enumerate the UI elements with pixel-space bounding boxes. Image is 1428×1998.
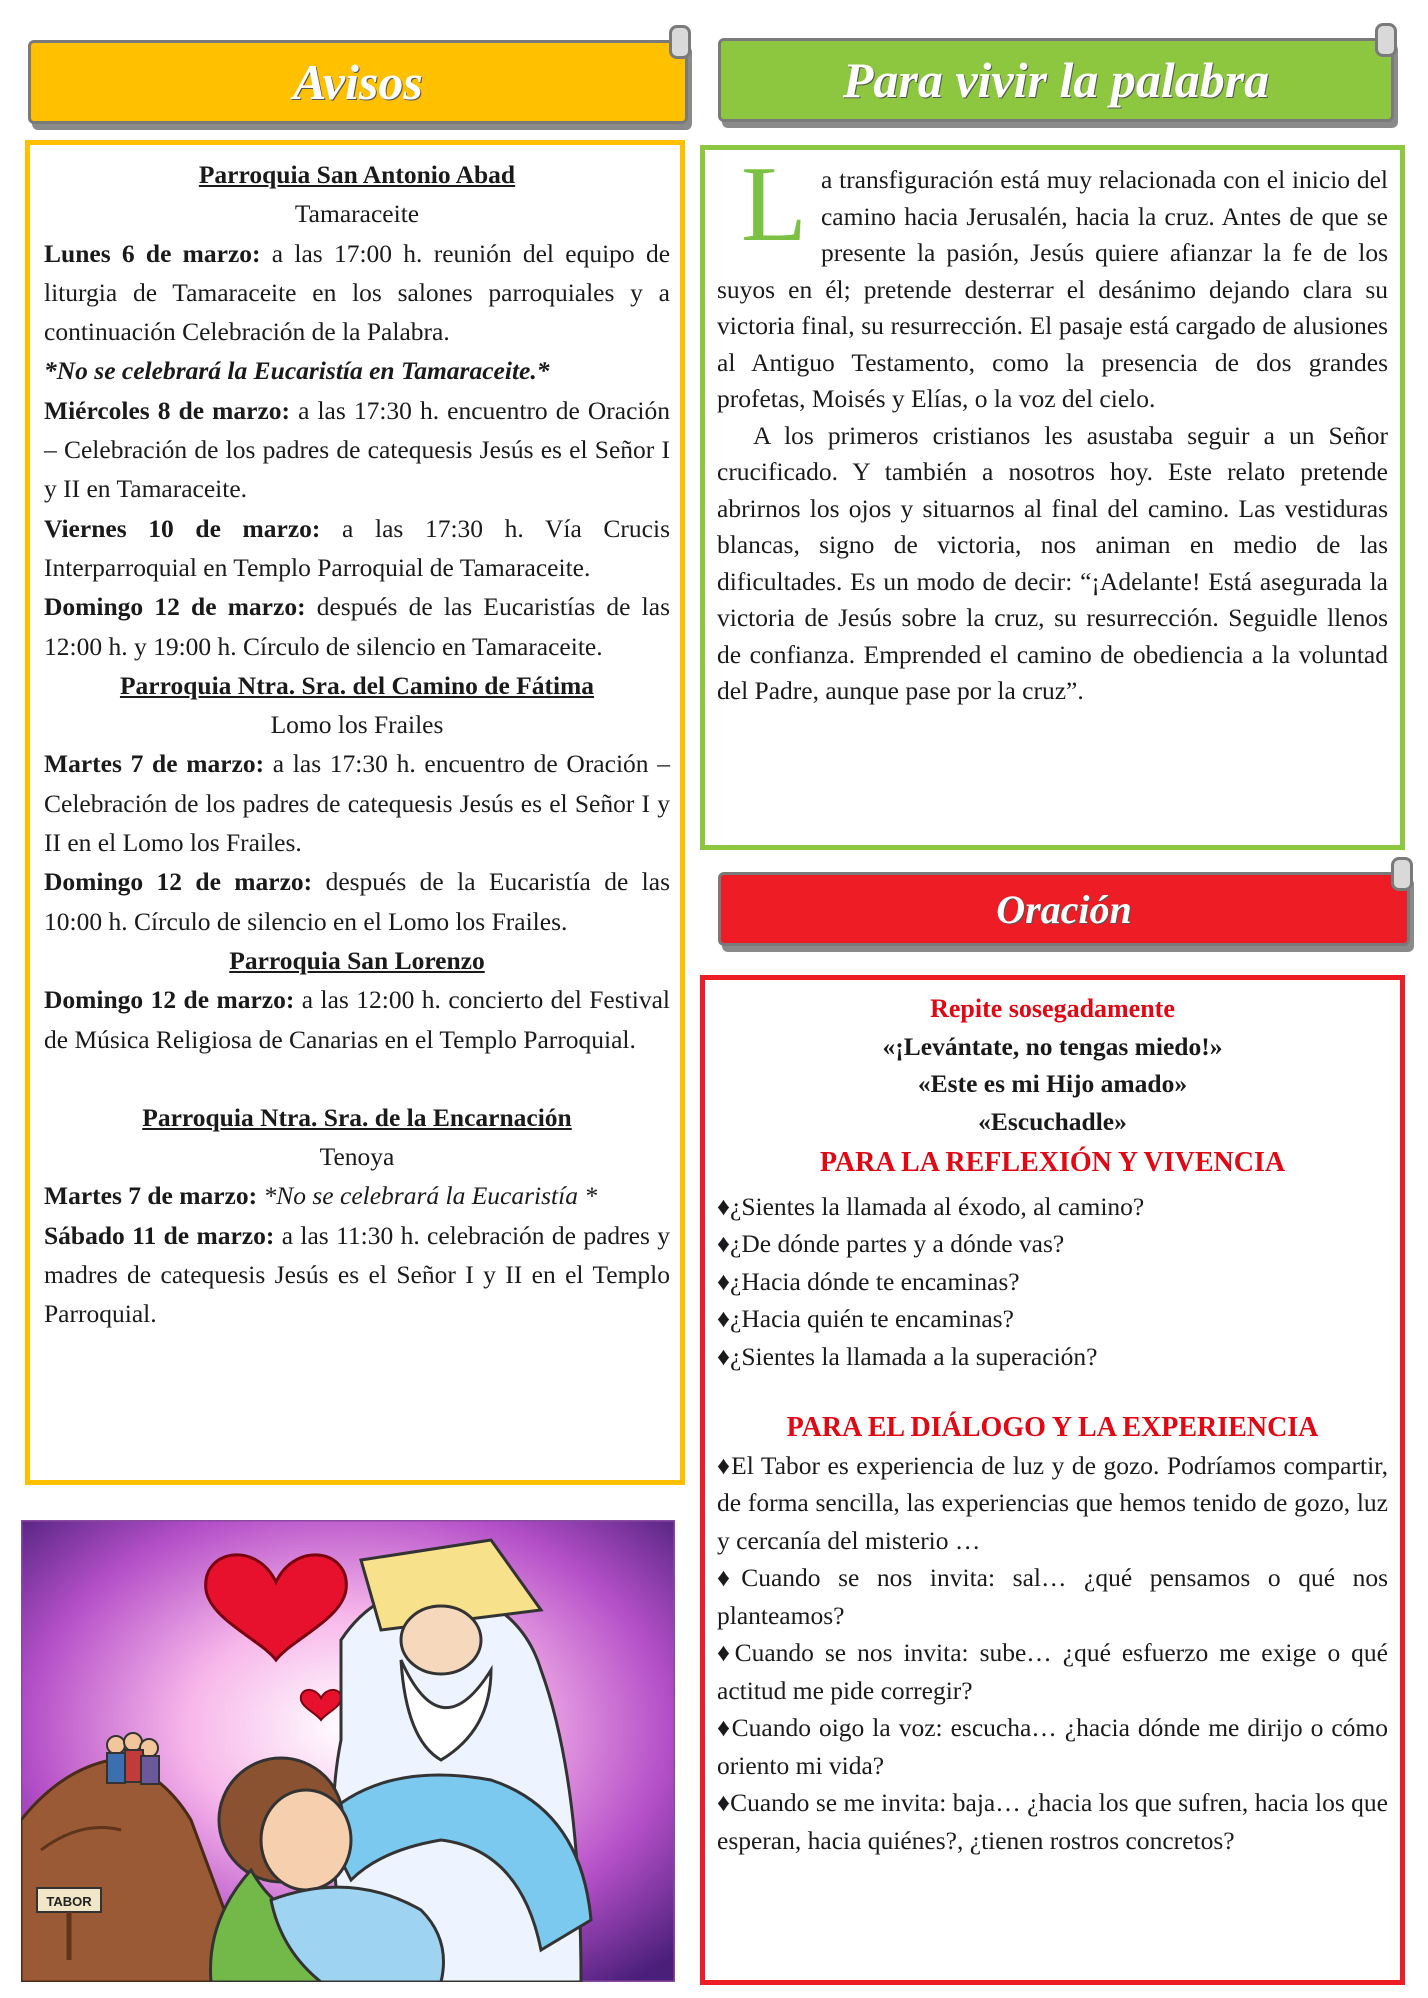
reflexion-item: ♦¿Sientes la llamada al éxodo, al camino?: [717, 1191, 1145, 1221]
parish-name: Parroquia Ntra. Sra. de la Encarnación: [142, 1102, 572, 1132]
prayer-phrase: «Escuchadle»: [978, 1106, 1127, 1136]
figure-face: [401, 1606, 481, 1674]
notice-note: *No se celebrará la Eucaristía en Tamaraceite.*: [44, 356, 550, 386]
transfiguration-illustration: [21, 1520, 675, 1982]
tabor-sign-text: TABOR: [46, 1894, 92, 1909]
dialogo-item: ♦Cuando oigo la voz: escucha… ¿hacia dónde me dirijo o cómo oriento mi vida?: [717, 1713, 1389, 1780]
reflexion-heading: PARA LA REFLEXIÓN Y VIVENCIA: [819, 1147, 1286, 1178]
bullet-icon: ♦: [717, 1788, 731, 1817]
bullet-icon: ♦: [717, 1450, 732, 1480]
bullet-icon: ♦: [717, 1563, 742, 1592]
dialogo-item: ♦El Tabor es experiencia de luz y de gozo. Podríamos compartir, de forma sencilla, las experiencias que hemos tenido de gozo, luz y cercanía del misterio …: [717, 1450, 1388, 1555]
avisos-title: Avisos: [293, 54, 423, 110]
parish-place: Tamaraceite: [294, 199, 420, 229]
bullet-icon: ♦: [717, 1304, 731, 1333]
parish-name: Parroquia San Lorenzo: [229, 945, 485, 975]
notice-item: Domingo 12 de marzo: después de las Eucaristías de las 12:00 h. y 19:00 h. Círculo de silencio en Tamaraceite.: [44, 592, 670, 661]
bullet-icon: ♦: [717, 1341, 731, 1371]
disciple-head: [107, 1736, 125, 1754]
palabra-title: Para vivir la palabra: [842, 52, 1270, 108]
notice-item: Martes 7 de marzo: *No se celebrará la Eucaristía *: [44, 1181, 598, 1211]
palabra-box: [700, 145, 1405, 850]
parish-name: Parroquia Ntra. Sra. del Camino de Fátima: [119, 670, 595, 700]
reflexion-item: ♦¿Hacia dónde te encaminas?: [717, 1266, 1020, 1296]
notice-item: Domingo 12 de marzo: a las 12:00 h. concierto del Festival de Música Religiosa de Canarias en el Templo Parroquial.: [44, 985, 670, 1054]
reflection-paragraph: A los primeros cristianos les asustaba seguir a un Señor crucificado. Y también a nosotros hoy. Este relato pretende abrirnos los ojos y situarnos al final del camino. Las vestiduras blancas, signo de victoria, nos animan en medio de las dificultades. Es un modo de decir: “¡Adelante! Está asegurada la victoria de Jesús sobre la cruz, su resurrección. Seguidle llenos de confianza. Emprended el camino de obediencia a la voluntad del Padre, aunque pase por la cruz”.: [717, 420, 1388, 705]
notice-item: Viernes 10 de marzo: a las 17:30 h. Vía Crucis Interparroquial en Templo Parroquial de Tamaraceite.: [44, 513, 670, 582]
parish-place: Tenoya: [319, 1142, 395, 1172]
banner-curl: [1375, 23, 1397, 57]
notice-item: Domingo 12 de marzo: después de la Eucaristía de las 10:00 h. Círculo de silencio en el Lomo los Frailes.: [44, 867, 670, 936]
bullet-icon: ♦: [717, 1266, 731, 1296]
prayer-phrase: «Este es mi Hijo amado»: [917, 1069, 1188, 1098]
dialogo-heading: PARA EL DIÁLOGO Y LA EXPERIENCIA: [786, 1412, 1319, 1443]
bullet-icon: ♦: [717, 1713, 732, 1742]
dialogo-item: ♦Cuando se nos invita: sube… ¿qué esfuerzo me exige o qué actitud me pide corregir?: [717, 1638, 1388, 1705]
drop-cap: L: [741, 145, 807, 264]
prayer-phrase: «¡Levántate, no tengas miedo!»: [882, 1031, 1223, 1061]
palabra-banner: [718, 38, 1394, 122]
bullet-icon: ♦: [717, 1638, 735, 1667]
parish-name: Parroquia San Antonio Abad: [198, 160, 516, 189]
oracion-box: [700, 975, 1405, 1985]
banner-curl: [669, 25, 691, 59]
banner-curl: [1391, 857, 1413, 891]
repeat-label: Repite sosegadamente: [930, 994, 1175, 1023]
bullet-icon: ♦: [717, 1229, 731, 1258]
reflexion-item: ♦¿De dónde partes y a dónde vas?: [717, 1229, 1065, 1258]
bullet-icon: ♦: [717, 1191, 731, 1221]
reflexion-item: ♦¿Sientes la llamada a la superación?: [717, 1341, 1098, 1371]
jesus-face: [261, 1790, 351, 1890]
avisos-banner: [28, 40, 688, 124]
oracion-banner: [718, 872, 1410, 946]
reflection-paragraph: a transfiguración está muy relacionada con el inicio del camino hacia Jerusalén, hacia la cruz. Antes de que se presente la pasión, Jesús quiere afianzar la fe de los suyos en él; pretende desterrar el desánimo dejando clara su victoria final, su resurrección. El pasaje está cargado de alusiones al Antiguo Testamento, como la presencia de dos grandes profetas, Moisés y Elías, o la voz del cielo.: [717, 165, 1388, 413]
dialogo-item: ♦Cuando se me invita: baja… ¿hacia los que sufren, hacia los que esperan, hacia quiénes?, ¿tienen rostros concretos?: [717, 1788, 1389, 1855]
notice-item: Sábado 11 de marzo: a las 11:30 h. celebración de padres y madres de catequesis Jesús es el Señor I y II en el Templo Parroquial.: [44, 1220, 670, 1329]
dialogo-item: ♦Cuando se nos invita: sal… ¿qué pensamos o qué nos planteamos?: [717, 1563, 1389, 1630]
avisos-box: [25, 140, 685, 1485]
parish-place: Lomo los Frailes: [270, 710, 444, 740]
oracion-title: Oración: [996, 886, 1132, 932]
notice-item: Lunes 6 de marzo: a las 17:00 h. reunión del equipo de liturgia de Tamaraceite en los salones parroquiales y a continuación Celebración de la Palabra.: [44, 238, 671, 347]
reflexion-item: ♦¿Hacia quién te encaminas?: [717, 1304, 1014, 1333]
notice-item: Martes 7 de marzo: a las 17:30 h. encuentro de Oración – Celebración de los padres de catequesis Jesús es el Señor I y II en el Lomo los Frailes.: [44, 749, 670, 858]
notice-item: Miércoles 8 de marzo: a las 17:30 h. encuentro de Oración – Celebración de los padres de catequesis Jesús es el Señor I y II en Tamaraceite.: [44, 395, 670, 504]
